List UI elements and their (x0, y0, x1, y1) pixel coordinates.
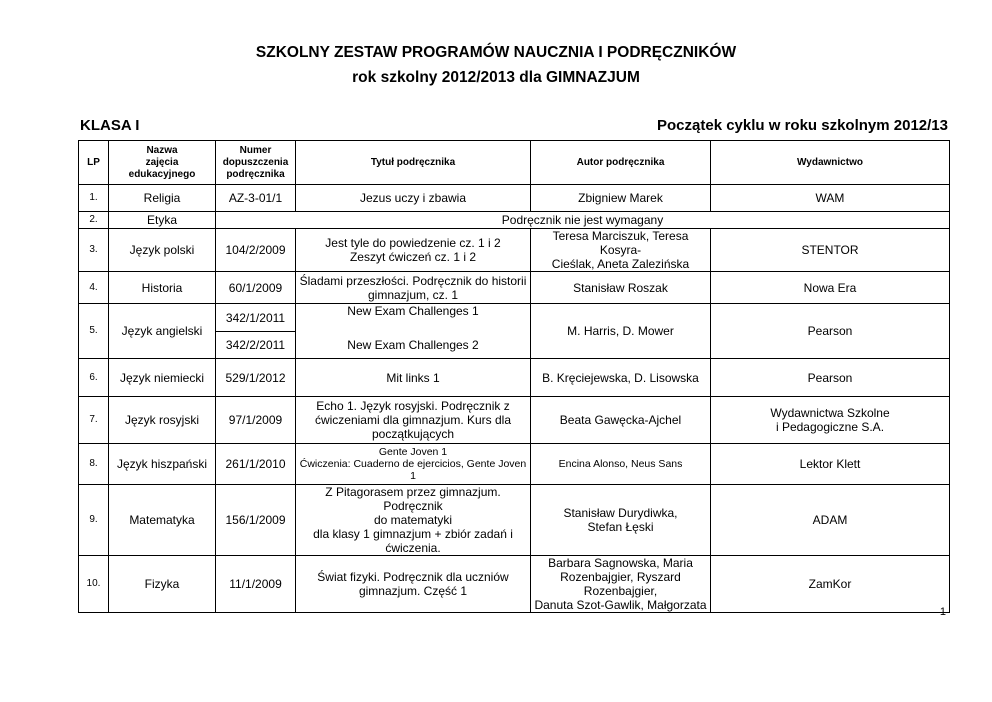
row-lp: 7. (79, 397, 109, 444)
row-wydawnictwo: Wydawnictwa Szkolne i Pedagogiczne S.A. (711, 397, 950, 444)
row-numer: 97/1/2009 (216, 397, 296, 444)
row-nazwa: Język rosyjski (109, 397, 216, 444)
row-lp: 1. (79, 185, 109, 212)
row-lp: 9. (79, 485, 109, 556)
row-nazwa: Fizyka (109, 556, 216, 613)
row-tytul: Z Pitagorasem przez gimnazjum. Podręcznik do matematyki dla klasy 1 gimnazjum + zbiór zadań i ćwiczenia. (296, 485, 531, 556)
row-wydawnictwo: Nowa Era (711, 272, 950, 304)
header-nazwa: Nazwa zajęcia edukacyjnego (109, 141, 216, 185)
row-numer: 261/1/2010 (216, 444, 296, 485)
row-numer: 104/2/2009 (216, 229, 296, 272)
table-row (79, 359, 950, 397)
row-wydawnictwo: Pearson (711, 359, 950, 397)
row-nazwa: Język polski (109, 229, 216, 272)
row-nazwa: Historia (109, 272, 216, 304)
row-nazwa: Etyka (109, 212, 216, 229)
row-nazwa: Język hiszpański (109, 444, 216, 485)
header-autor: Autor podręcznika (531, 141, 711, 185)
page-number: 1 (939, 606, 946, 618)
row-numer: 60/1/2009 (216, 272, 296, 304)
table-header-row (79, 141, 950, 185)
document-title: SZKOLNY ZESTAW PROGRAMÓW NAUCZNIA I PODRĘCZNIKÓW (255, 44, 737, 61)
header-numer: Numer dopuszczenia podręcznika (216, 141, 296, 185)
row-tytul: New Exam Challenges 1 (296, 304, 531, 332)
class-label: KLASA I (80, 117, 140, 134)
row-autor: B. Kręciejewska, D. Lisowska (531, 359, 711, 397)
row-lp: 3. (79, 229, 109, 272)
table-row (79, 229, 950, 272)
row-wydawnictwo: Lektor Klett (711, 444, 950, 485)
row-lp: 5. (79, 304, 109, 359)
header-lp: LP (79, 141, 109, 185)
row-autor: Zbigniew Marek (531, 185, 711, 212)
row-nazwa: Język niemiecki (109, 359, 216, 397)
row-lp: 4. (79, 272, 109, 304)
row-tytul: Jezus uczy i zbawia (296, 185, 531, 212)
table-row (79, 212, 950, 229)
row-tytul: Świat fizyki. Podręcznik dla uczniów gimnazjum. Część 1 (296, 556, 531, 613)
row-autor: Encina Alonso, Neus Sans (531, 444, 711, 485)
table-row (79, 485, 950, 556)
row-lp: 10. (79, 556, 109, 613)
row-numer: 11/1/2009 (216, 556, 296, 613)
table-row (79, 185, 950, 212)
row-autor: Teresa Marciszuk, Teresa Kosyra- Cieślak, Aneta Zalezińska (531, 229, 711, 272)
document-subtitle: rok szkolny 2012/2013 dla GIMNAZJUM (352, 69, 640, 86)
row-nazwa: Język angielski (109, 304, 216, 359)
row-wydawnictwo: Pearson (711, 304, 950, 359)
row-wydawnictwo: STENTOR (711, 229, 950, 272)
table-row (79, 304, 950, 332)
row-autor: Stanisław Durydiwka, Stefan Łęski (531, 485, 711, 556)
row-tytul: Gente Joven 1 Ćwiczenia: Cuaderno de ejercicios, Gente Joven 1 (296, 444, 531, 485)
cycle-label: Początek cyklu w roku szkolnym 2012/13 (657, 117, 948, 134)
row-tytul: New Exam Challenges 2 (296, 332, 531, 359)
row-tytul: Śladami przeszłości. Podręcznik do historii gimnazjum, cz. 1 (296, 272, 531, 304)
row-lp: 6. (79, 359, 109, 397)
row-tytul: Echo 1. Język rosyjski. Podręcznik z ćwiczeniami dla gimnazjum. Kurs dla początkujących (296, 397, 531, 444)
row-wydawnictwo: ZamKor (711, 556, 950, 613)
row-numer: 342/1/2011 (216, 304, 296, 332)
row-nazwa: Matematyka (109, 485, 216, 556)
row-lp: 2. (79, 212, 109, 229)
row-numer: AZ-3-01/1 (216, 185, 296, 212)
row-autor: Beata Gawęcka-Ajchel (531, 397, 711, 444)
row-tytul: Mit links 1 (296, 359, 531, 397)
row-tytul: Jest tyle do powiedzenie cz. 1 i 2 Zeszyt ćwiczeń cz. 1 i 2 (296, 229, 531, 272)
header-wydawnictwo: Wydawnictwo (711, 141, 950, 185)
table-row (79, 556, 950, 613)
row-autor: Stanisław Roszak (531, 272, 711, 304)
header-tytul: Tytuł podręcznika (296, 141, 531, 185)
row-lp: 8. (79, 444, 109, 485)
table-row (79, 397, 950, 444)
row-note: Podręcznik nie jest wymagany (216, 212, 950, 229)
row-numer: 156/1/2009 (216, 485, 296, 556)
row-autor: Barbara Sagnowska, Maria Rozenbajgier, Ryszard Rozenbajgier, Danuta Szot-Gawlik, Małgorzata (531, 556, 711, 613)
table-row (79, 444, 950, 485)
row-numer: 529/1/2012 (216, 359, 296, 397)
row-nazwa: Religia (109, 185, 216, 212)
table-row (79, 272, 950, 304)
row-numer: 342/2/2011 (216, 332, 296, 359)
row-autor: M. Harris, D. Mower (531, 304, 711, 359)
row-wydawnictwo: ADAM (711, 485, 950, 556)
textbook-table (78, 140, 950, 613)
row-wydawnictwo: WAM (711, 185, 950, 212)
